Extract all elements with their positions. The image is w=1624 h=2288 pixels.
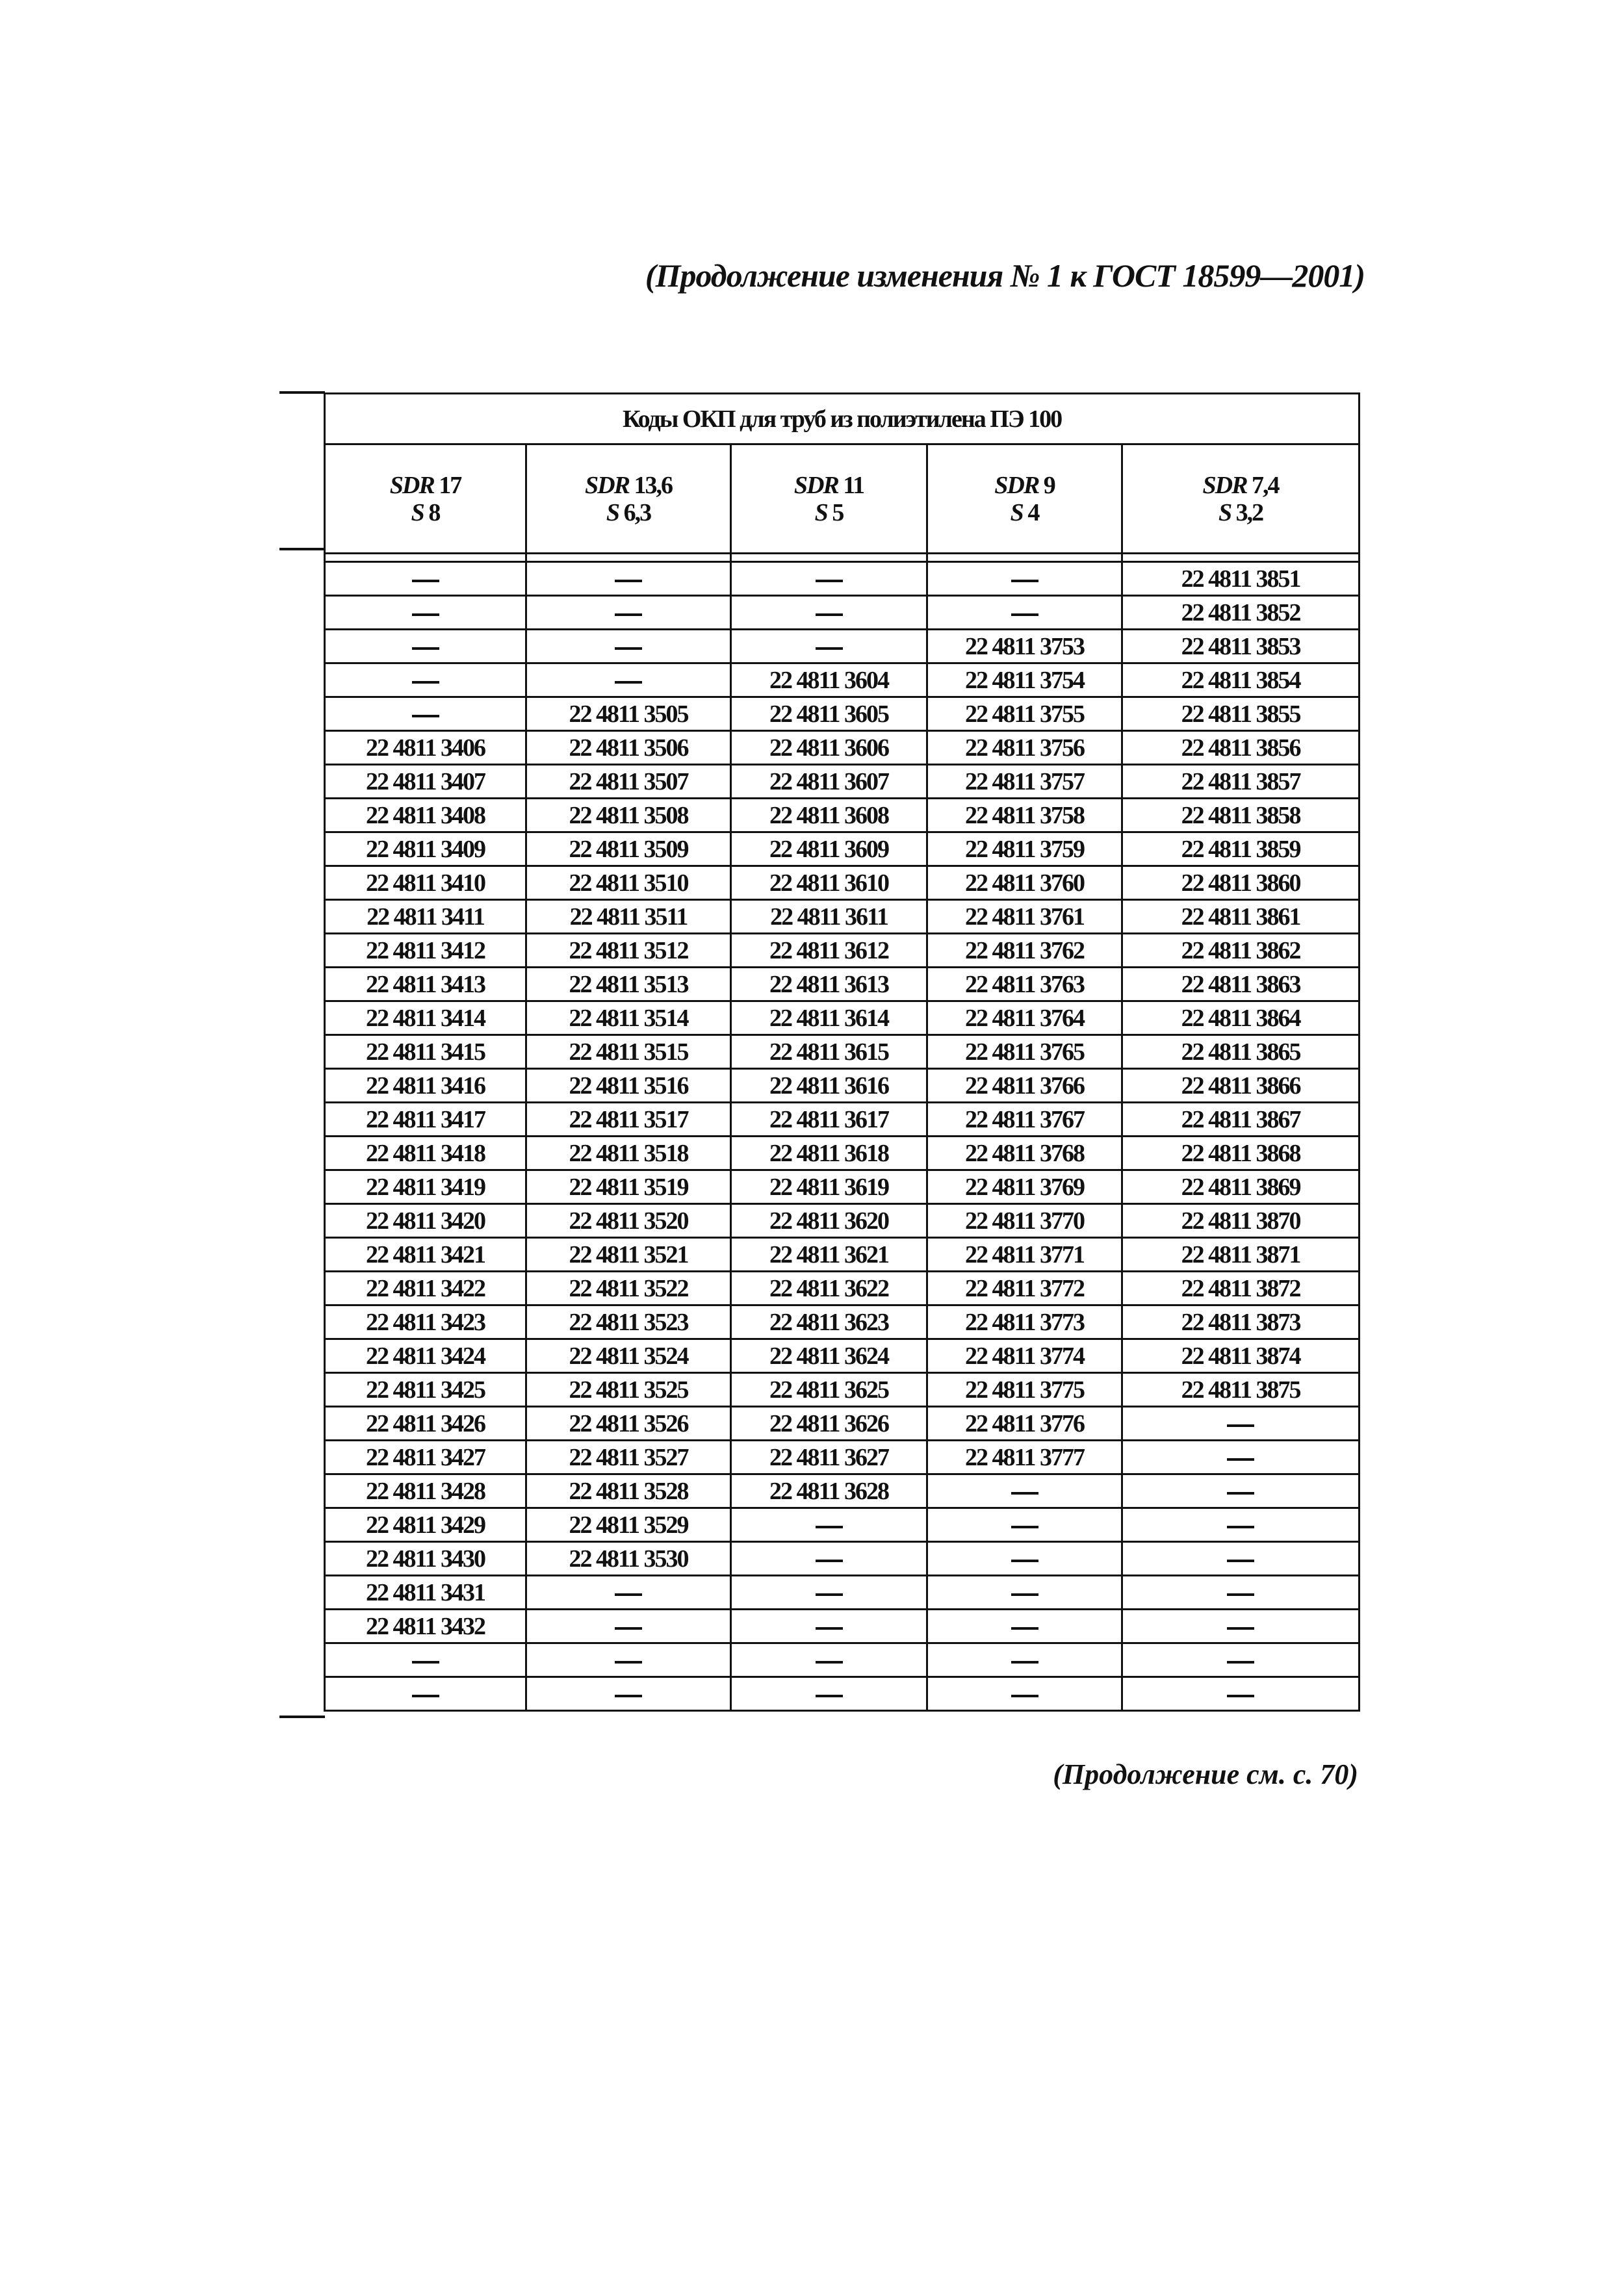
table-cell: 22 4811 3869 (1122, 1170, 1360, 1204)
table-cell: 22 4811 3526 (526, 1407, 731, 1441)
table-cell: 22 4811 3625 (731, 1373, 927, 1407)
dash-mark (412, 613, 439, 616)
dash-mark (816, 613, 843, 616)
table-cell: 22 4811 3429 (325, 1508, 526, 1542)
dash-mark (816, 1560, 843, 1562)
table-cell: 22 4811 3506 (526, 731, 731, 765)
dash-mark (1011, 1526, 1038, 1528)
table-cell: 22 4811 3505 (526, 697, 731, 731)
table-cell: 22 4811 3517 (526, 1103, 731, 1137)
table-cell: 22 4811 3756 (927, 731, 1122, 765)
table-cell (927, 1576, 1122, 1610)
column-header (731, 444, 927, 554)
table-row (325, 663, 1360, 697)
s-value: 6,3 (623, 498, 651, 526)
table-row (325, 1373, 1360, 1407)
table-cell (927, 1610, 1122, 1643)
table-row (325, 1643, 1360, 1677)
table-cell: 22 4811 3610 (731, 866, 927, 900)
table-cell: 22 4811 3755 (927, 697, 1122, 731)
dash-mark (816, 1526, 843, 1528)
table-cell: 22 4811 3415 (325, 1035, 526, 1069)
table-cell: 22 4811 3623 (731, 1305, 927, 1339)
table-cell: 22 4811 3411 (325, 900, 526, 934)
table-cell: 22 4811 3516 (526, 1069, 731, 1103)
s-value: 8 (428, 498, 440, 526)
dash-mark (816, 1661, 843, 1664)
table-cell: 22 4811 3617 (731, 1103, 927, 1137)
dash-mark (816, 1593, 843, 1596)
dash-mark (1227, 1560, 1254, 1562)
table-cell (526, 1677, 731, 1711)
table-cell: 22 4811 3770 (927, 1204, 1122, 1238)
table-cell (526, 562, 731, 596)
table-cell: 22 4811 3528 (526, 1474, 731, 1508)
continuation-note: (Продолжение см. с. 70) (1053, 1758, 1358, 1790)
s-value: 3,2 (1235, 498, 1263, 526)
dash-mark (816, 1695, 843, 1697)
table-cell: 22 4811 3865 (1122, 1035, 1360, 1069)
dash-mark (816, 1627, 843, 1630)
table-cell: 22 4811 3863 (1122, 968, 1360, 1001)
table-cell: 22 4811 3618 (731, 1137, 927, 1170)
dash-mark (1011, 580, 1038, 582)
table-cell: 22 4811 3774 (927, 1339, 1122, 1373)
running-header: (Продолжение изменения № 1 к ГОСТ 18599—2001) (645, 257, 1365, 294)
table-cell: 22 4811 3754 (927, 663, 1122, 697)
table-cell: 22 4811 3851 (1122, 562, 1360, 596)
table-cell: 22 4811 3606 (731, 731, 927, 765)
table-cell: 22 4811 3529 (526, 1508, 731, 1542)
table-cell: 22 4811 3406 (325, 731, 526, 765)
table-cell: 22 4811 3621 (731, 1238, 927, 1272)
sdr-label: SDR (994, 471, 1039, 499)
table-cell (731, 1542, 927, 1576)
table-cell: 22 4811 3523 (526, 1305, 731, 1339)
column-header (1122, 444, 1360, 554)
column-header (325, 444, 526, 554)
dash-mark (1011, 1627, 1038, 1630)
dash-mark (1011, 1560, 1038, 1562)
dash-mark (816, 580, 843, 582)
table-cell: 22 4811 3619 (731, 1170, 927, 1204)
table-cell: 22 4811 3626 (731, 1407, 927, 1441)
table-row (325, 1339, 1360, 1373)
table-cell: 22 4811 3419 (325, 1170, 526, 1204)
table-cell: 22 4811 3767 (927, 1103, 1122, 1137)
table-cell (526, 663, 731, 697)
table-cell: 22 4811 3773 (927, 1305, 1122, 1339)
table-row (325, 731, 1360, 765)
table-cell: 22 4811 3407 (325, 765, 526, 799)
table-row (325, 1677, 1360, 1711)
table-cell: 22 4811 3861 (1122, 900, 1360, 934)
table-cell: 22 4811 3527 (526, 1441, 731, 1474)
table-cell: 22 4811 3862 (1122, 934, 1360, 968)
table-cell (927, 562, 1122, 596)
table-row (325, 832, 1360, 866)
table-cell: 22 4811 3872 (1122, 1272, 1360, 1305)
table-cell: 22 4811 3765 (927, 1035, 1122, 1069)
table-row (325, 1103, 1360, 1137)
table-cell: 22 4811 3519 (526, 1170, 731, 1204)
table-cell (731, 1508, 927, 1542)
table-row (325, 1508, 1360, 1542)
table-cell (526, 1576, 731, 1610)
dash-mark (816, 647, 843, 650)
table-cell: 22 4811 3856 (1122, 731, 1360, 765)
dash-mark (1227, 1492, 1254, 1495)
table-row (325, 1069, 1360, 1103)
table-cell (1122, 1441, 1360, 1474)
table-title: Коды ОКП для труб из полиэтилена ПЭ 100 (325, 394, 1360, 444)
table-cell: 22 4811 3418 (325, 1137, 526, 1170)
s-label: S (411, 498, 424, 526)
table-row (325, 1474, 1360, 1508)
dash-mark (615, 681, 642, 684)
table-cell: 22 4811 3868 (1122, 1137, 1360, 1170)
table-cell: 22 4811 3605 (731, 697, 927, 731)
table-cell (1122, 1542, 1360, 1576)
s-label: S (814, 498, 827, 526)
table-cell: 22 4811 3409 (325, 832, 526, 866)
table-cell: 22 4811 3509 (526, 832, 731, 866)
table-cell (731, 1643, 927, 1677)
sdr-label: SDR (793, 471, 838, 499)
table-cell: 22 4811 3620 (731, 1204, 927, 1238)
table-row (325, 1407, 1360, 1441)
table-cell: 22 4811 3763 (927, 968, 1122, 1001)
table-cell: 22 4811 3615 (731, 1035, 927, 1069)
table-cell (731, 1610, 927, 1643)
table-cell (731, 1576, 927, 1610)
table-row (325, 968, 1360, 1001)
table-cell: 22 4811 3518 (526, 1137, 731, 1170)
table-cell (325, 1643, 526, 1677)
table-cell: 22 4811 3608 (731, 799, 927, 832)
table-cell: 22 4811 3413 (325, 968, 526, 1001)
table-cell (731, 562, 927, 596)
table-cell: 22 4811 3609 (731, 832, 927, 866)
table-cell: 22 4811 3760 (927, 866, 1122, 900)
table-cell: 22 4811 3867 (1122, 1103, 1360, 1137)
table-cell: 22 4811 3507 (526, 765, 731, 799)
table-cell (731, 596, 927, 630)
table-cell: 22 4811 3753 (927, 630, 1122, 663)
table-cell: 22 4811 3525 (526, 1373, 731, 1407)
dash-mark (1011, 1593, 1038, 1596)
table-cell: 22 4811 3871 (1122, 1238, 1360, 1272)
table-cell: 22 4811 3511 (526, 900, 731, 934)
table-cell: 22 4811 3616 (731, 1069, 927, 1103)
table-cell: 22 4811 3864 (1122, 1001, 1360, 1035)
s-label: S (1218, 498, 1231, 526)
table-row (325, 799, 1360, 832)
table-title-row (325, 394, 1360, 444)
table-cell: 22 4811 3771 (927, 1238, 1122, 1272)
table-cell: 22 4811 3408 (325, 799, 526, 832)
table-cell (731, 1677, 927, 1711)
table-cell (325, 630, 526, 663)
table-cell: 22 4811 3410 (325, 866, 526, 900)
table-cell (1122, 1508, 1360, 1542)
table-cell: 22 4811 3772 (927, 1272, 1122, 1305)
table-cell: 22 4811 3853 (1122, 630, 1360, 663)
table-cell: 22 4811 3870 (1122, 1204, 1360, 1238)
table-cell (325, 562, 526, 596)
table-cell: 22 4811 3613 (731, 968, 927, 1001)
stub-rule-header-bottom (279, 548, 325, 550)
table-row (325, 562, 1360, 596)
s-label: S (1010, 498, 1023, 526)
table-cell: 22 4811 3858 (1122, 799, 1360, 832)
table-cell (526, 1610, 731, 1643)
table-cell: 22 4811 3762 (927, 934, 1122, 968)
table-cell: 22 4811 3417 (325, 1103, 526, 1137)
table-cell (526, 1643, 731, 1677)
table-cell (1122, 1576, 1360, 1610)
sdr-value: 11 (843, 471, 864, 499)
table-row (325, 900, 1360, 934)
dash-mark (1227, 1661, 1254, 1664)
stub-rule-top (279, 391, 325, 394)
column-header (927, 444, 1122, 554)
dash-mark (615, 1661, 642, 1664)
dash-mark (1011, 1492, 1038, 1495)
table-cell: 22 4811 3628 (731, 1474, 927, 1508)
table-cell: 22 4811 3860 (1122, 866, 1360, 900)
table-cell: 22 4811 3424 (325, 1339, 526, 1373)
table-cell: 22 4811 3769 (927, 1170, 1122, 1204)
table-cell: 22 4811 3757 (927, 765, 1122, 799)
table-row (325, 1170, 1360, 1204)
table-row (325, 596, 1360, 630)
dash-mark (1011, 1661, 1038, 1664)
table-cell: 22 4811 3412 (325, 934, 526, 968)
sdr-label: SDR (585, 471, 629, 499)
table-row (325, 630, 1360, 663)
table-cell: 22 4811 3777 (927, 1441, 1122, 1474)
dash-mark (1227, 1424, 1254, 1427)
table-cell: 22 4811 3759 (927, 832, 1122, 866)
sdr-label: SDR (1202, 471, 1247, 499)
table-row (325, 1204, 1360, 1238)
table-cell (927, 1474, 1122, 1508)
table-cell: 22 4811 3520 (526, 1204, 731, 1238)
okp-codes-table (324, 392, 1360, 1712)
sdr-label: SDR (389, 471, 434, 499)
table-cell: 22 4811 3874 (1122, 1339, 1360, 1373)
table-cell (325, 596, 526, 630)
table-row (325, 1001, 1360, 1035)
dash-mark (615, 647, 642, 650)
table-cell: 22 4811 3758 (927, 799, 1122, 832)
s-value: 5 (832, 498, 844, 526)
table-cell: 22 4811 3430 (325, 1542, 526, 1576)
table-cell: 22 4811 3852 (1122, 596, 1360, 630)
table-cell: 22 4811 3627 (731, 1441, 927, 1474)
table-cell: 22 4811 3614 (731, 1001, 927, 1035)
table-cell (927, 1542, 1122, 1576)
table-row (325, 765, 1360, 799)
table-cell: 22 4811 3866 (1122, 1069, 1360, 1103)
table-cell: 22 4811 3622 (731, 1272, 927, 1305)
table-cell: 22 4811 3624 (731, 1339, 927, 1373)
dash-mark (1227, 1627, 1254, 1630)
dash-mark (412, 647, 439, 650)
table-cell: 22 4811 3432 (325, 1610, 526, 1643)
table-cell: 22 4811 3426 (325, 1407, 526, 1441)
table-cell (526, 596, 731, 630)
table-cell: 22 4811 3604 (731, 663, 927, 697)
table-cell: 22 4811 3422 (325, 1272, 526, 1305)
table-cell: 22 4811 3508 (526, 799, 731, 832)
table-cell: 22 4811 3612 (731, 934, 927, 968)
table-row (325, 1441, 1360, 1474)
table-cell: 22 4811 3857 (1122, 765, 1360, 799)
dash-mark (615, 1593, 642, 1596)
table-cell (1122, 1677, 1360, 1711)
table-cell: 22 4811 3859 (1122, 832, 1360, 866)
s-value: 4 (1027, 498, 1039, 526)
sdr-value: 7,4 (1251, 471, 1279, 499)
table-cell: 22 4811 3768 (927, 1137, 1122, 1170)
table-cell: 22 4811 3428 (325, 1474, 526, 1508)
table-cell: 22 4811 3524 (526, 1339, 731, 1373)
table-cell (927, 1677, 1122, 1711)
dash-mark (1227, 1458, 1254, 1461)
table-row (325, 1610, 1360, 1643)
table-cell: 22 4811 3510 (526, 866, 731, 900)
sdr-value: 9 (1043, 471, 1055, 499)
dash-mark (1227, 1695, 1254, 1697)
column-header-row (325, 444, 1360, 554)
dash-mark (1227, 1593, 1254, 1596)
table-cell: 22 4811 3423 (325, 1305, 526, 1339)
table-cell: 22 4811 3776 (927, 1407, 1122, 1441)
table-cell (927, 596, 1122, 630)
table-cell: 22 4811 3761 (927, 900, 1122, 934)
sdr-value: 17 (439, 471, 461, 499)
table-cell: 22 4811 3764 (927, 1001, 1122, 1035)
dash-mark (615, 1627, 642, 1630)
dash-mark (412, 715, 439, 717)
table-cell: 22 4811 3427 (325, 1441, 526, 1474)
s-label: S (606, 498, 619, 526)
table-cell: 22 4811 3766 (927, 1069, 1122, 1103)
header-separator-row (325, 554, 1360, 562)
table-cell: 22 4811 3420 (325, 1204, 526, 1238)
table-row (325, 934, 1360, 968)
dash-mark (412, 1661, 439, 1664)
table-row (325, 1238, 1360, 1272)
table-cell: 22 4811 3421 (325, 1238, 526, 1272)
table-row (325, 1035, 1360, 1069)
table-cell: 22 4811 3775 (927, 1373, 1122, 1407)
table-cell: 22 4811 3512 (526, 934, 731, 968)
table-cell (1122, 1610, 1360, 1643)
table-cell: 22 4811 3425 (325, 1373, 526, 1407)
table-cell (325, 1677, 526, 1711)
dash-mark (615, 1695, 642, 1697)
dash-mark (615, 613, 642, 616)
dash-mark (412, 1695, 439, 1697)
table-row (325, 866, 1360, 900)
table-cell: 22 4811 3414 (325, 1001, 526, 1035)
table-row (325, 1137, 1360, 1170)
table-cell (1122, 1407, 1360, 1441)
table-cell: 22 4811 3530 (526, 1542, 731, 1576)
table-cell (927, 1508, 1122, 1542)
table-cell: 22 4811 3607 (731, 765, 927, 799)
table-row (325, 1576, 1360, 1610)
dash-mark (1227, 1526, 1254, 1528)
table-row (325, 1542, 1360, 1576)
table-row (325, 697, 1360, 731)
table-cell (731, 630, 927, 663)
dash-mark (1011, 613, 1038, 616)
dash-mark (1011, 1695, 1038, 1697)
table-row (325, 1305, 1360, 1339)
table-cell: 22 4811 3431 (325, 1576, 526, 1610)
table-cell: 22 4811 3416 (325, 1069, 526, 1103)
table-cell: 22 4811 3514 (526, 1001, 731, 1035)
table-cell: 22 4811 3854 (1122, 663, 1360, 697)
table-cell: 22 4811 3513 (526, 968, 731, 1001)
table-cell (325, 663, 526, 697)
dash-mark (412, 580, 439, 582)
table-cell: 22 4811 3875 (1122, 1373, 1360, 1407)
stub-rule-bottom (279, 1716, 325, 1718)
sdr-value: 13,6 (634, 471, 672, 499)
table-cell: 22 4811 3521 (526, 1238, 731, 1272)
column-header (526, 444, 731, 554)
table-cell (927, 1643, 1122, 1677)
dash-mark (412, 681, 439, 684)
table-cell (325, 697, 526, 731)
table-cell: 22 4811 3855 (1122, 697, 1360, 731)
table-cell: 22 4811 3873 (1122, 1305, 1360, 1339)
table-cell (1122, 1474, 1360, 1508)
table-cell (1122, 1643, 1360, 1677)
table-cell: 22 4811 3522 (526, 1272, 731, 1305)
dash-mark (615, 580, 642, 582)
table-cell: 22 4811 3611 (731, 900, 927, 934)
table-cell: 22 4811 3515 (526, 1035, 731, 1069)
table-cell (526, 630, 731, 663)
table-row (325, 1272, 1360, 1305)
